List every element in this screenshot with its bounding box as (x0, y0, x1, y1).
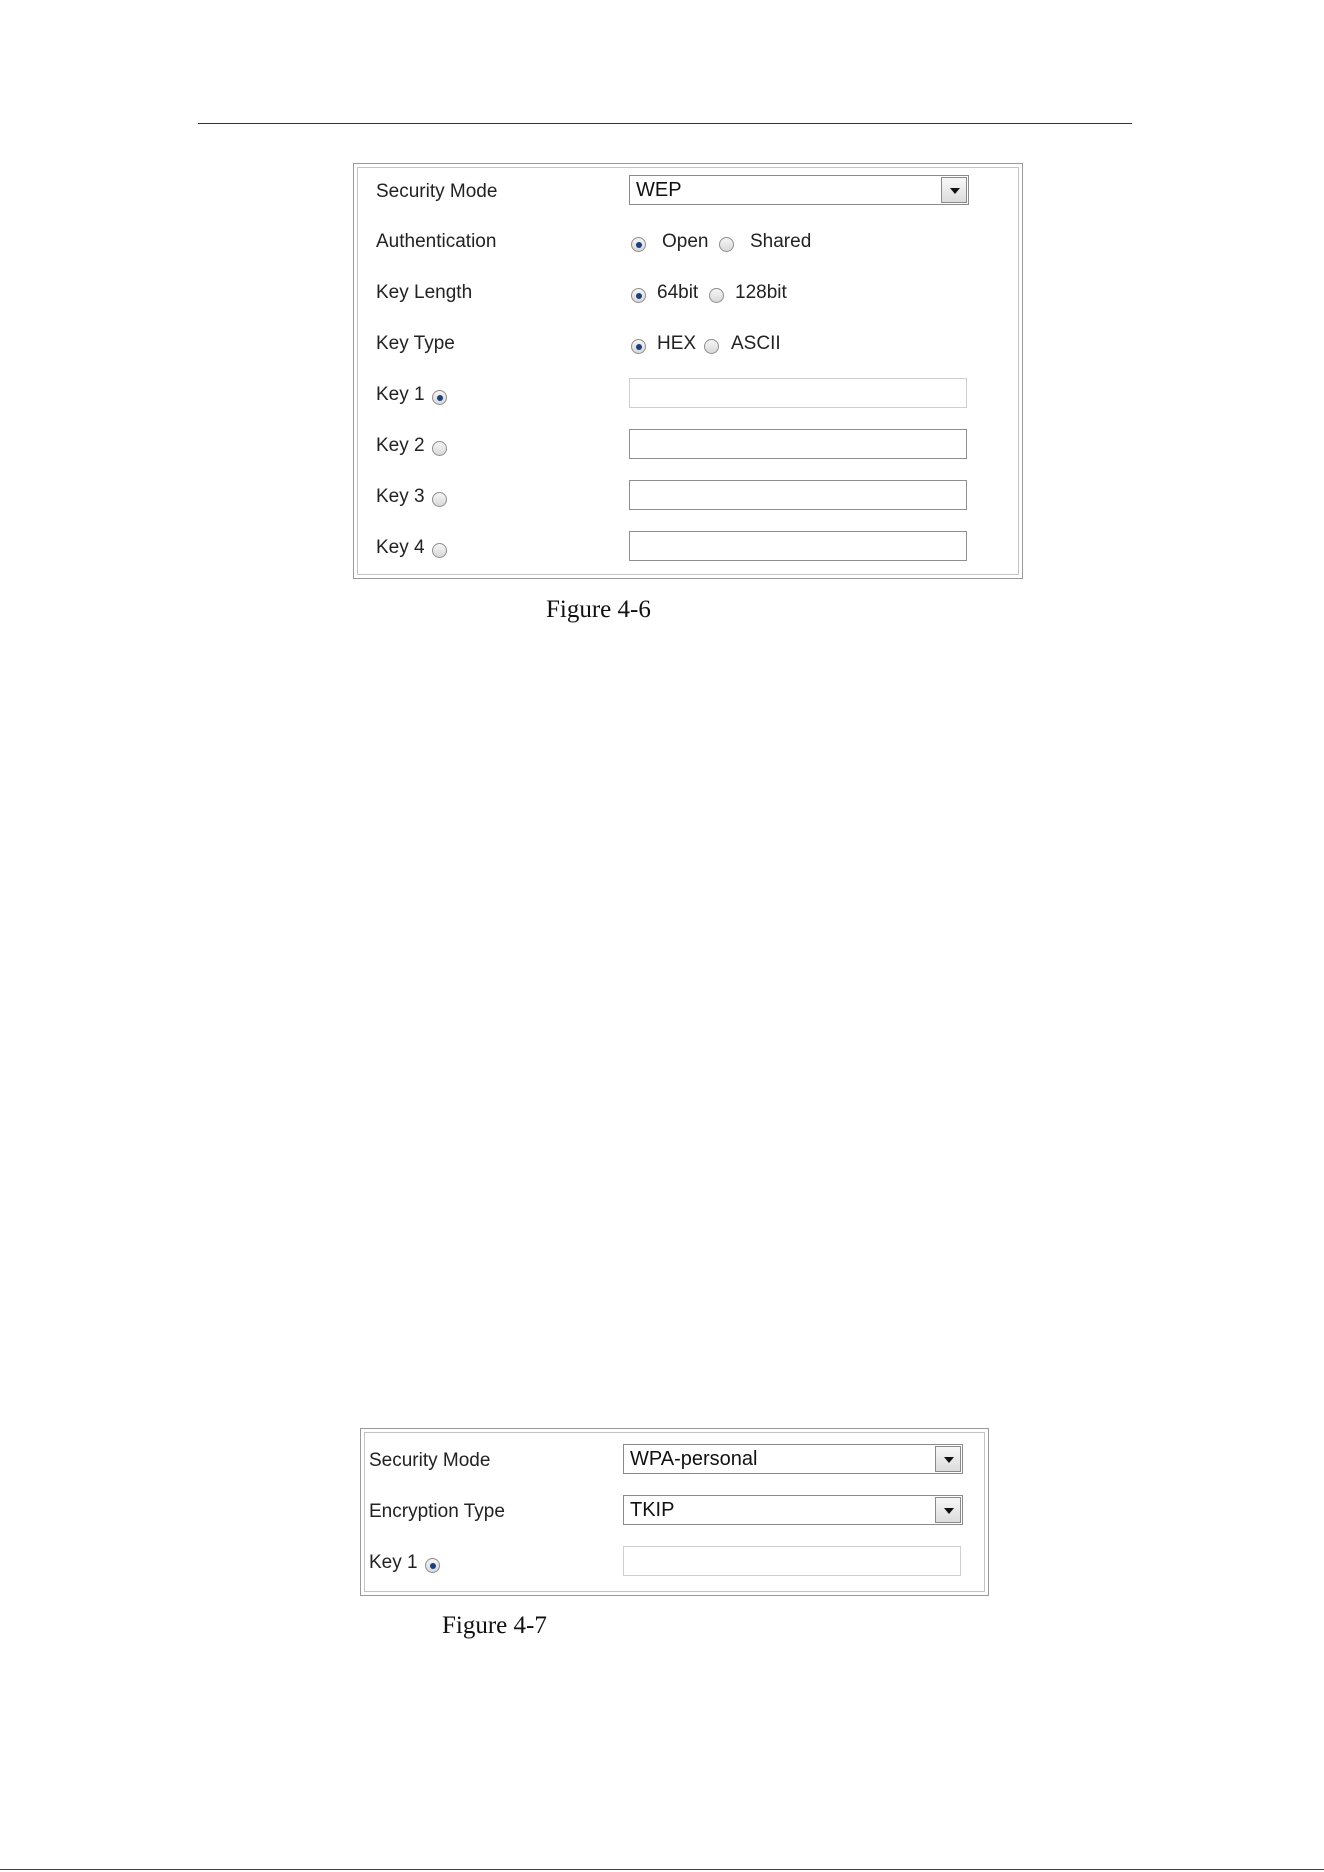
encryption-type-select[interactable] (623, 1495, 963, 1525)
wpa-security-mode-value: WPA-personal (630, 1448, 758, 1470)
key-4-input[interactable] (629, 531, 967, 561)
chevron-down-icon[interactable] (935, 1446, 961, 1472)
wpa-security-mode-select[interactable] (623, 1444, 963, 1474)
key-3-input[interactable] (629, 480, 967, 510)
key-1-label: Key 1 (376, 384, 425, 405)
key-length-128bit-label: 128bit (735, 282, 787, 303)
authentication-label: Authentication (376, 231, 497, 252)
key-4-label: Key 4 (376, 537, 425, 558)
key-type-ascii-label: ASCII (731, 333, 781, 354)
key-1-radio[interactable] (432, 390, 447, 405)
auth-shared-label: Shared (750, 231, 812, 252)
key-1-input[interactable] (629, 378, 967, 408)
key-4-radio[interactable] (432, 543, 447, 558)
key-3-radio[interactable] (432, 492, 447, 507)
key-length-label: Key Length (376, 282, 473, 303)
key-2-radio[interactable] (432, 441, 447, 456)
wpa-settings-panel (360, 1428, 989, 1596)
encryption-type-value: TKIP (630, 1499, 675, 1521)
key-length-128bit-radio[interactable] (709, 288, 724, 303)
auth-shared-radio[interactable] (719, 237, 734, 252)
wpa-security-mode-label: Security Mode (369, 1450, 491, 1471)
encryption-type-label: Encryption Type (369, 1501, 505, 1522)
auth-open-radio[interactable] (631, 237, 646, 252)
key-2-label: Key 2 (376, 435, 425, 456)
wpa-key-1-label: Key 1 (369, 1552, 418, 1573)
figure-4-7-caption: Figure 4-7 (442, 1612, 547, 1639)
security-mode-label: Security Mode (376, 181, 498, 202)
chevron-down-icon[interactable] (941, 177, 967, 203)
key-type-label: Key Type (376, 333, 455, 354)
key-2-input[interactable] (629, 429, 967, 459)
auth-open-label: Open (662, 231, 709, 252)
security-mode-value: WEP (636, 179, 682, 201)
wpa-key-1-radio[interactable] (425, 1558, 440, 1573)
page-header-rule (198, 123, 1132, 124)
key-length-64bit-label: 64bit (657, 282, 699, 303)
page-footer-rule (0, 1869, 1324, 1870)
wep-settings-panel-frame (357, 167, 1019, 575)
key-3-label: Key 3 (376, 486, 425, 507)
figure-4-6-caption: Figure 4-6 (546, 596, 651, 623)
key-length-64bit-radio[interactable] (631, 288, 646, 303)
key-type-ascii-radio[interactable] (704, 339, 719, 354)
key-type-hex-label: HEX (657, 333, 697, 354)
wpa-key-1-input[interactable] (623, 1546, 961, 1576)
security-mode-select[interactable] (629, 175, 969, 205)
chevron-down-icon[interactable] (935, 1497, 961, 1523)
wep-settings-panel (353, 163, 1023, 579)
key-type-hex-radio[interactable] (631, 339, 646, 354)
